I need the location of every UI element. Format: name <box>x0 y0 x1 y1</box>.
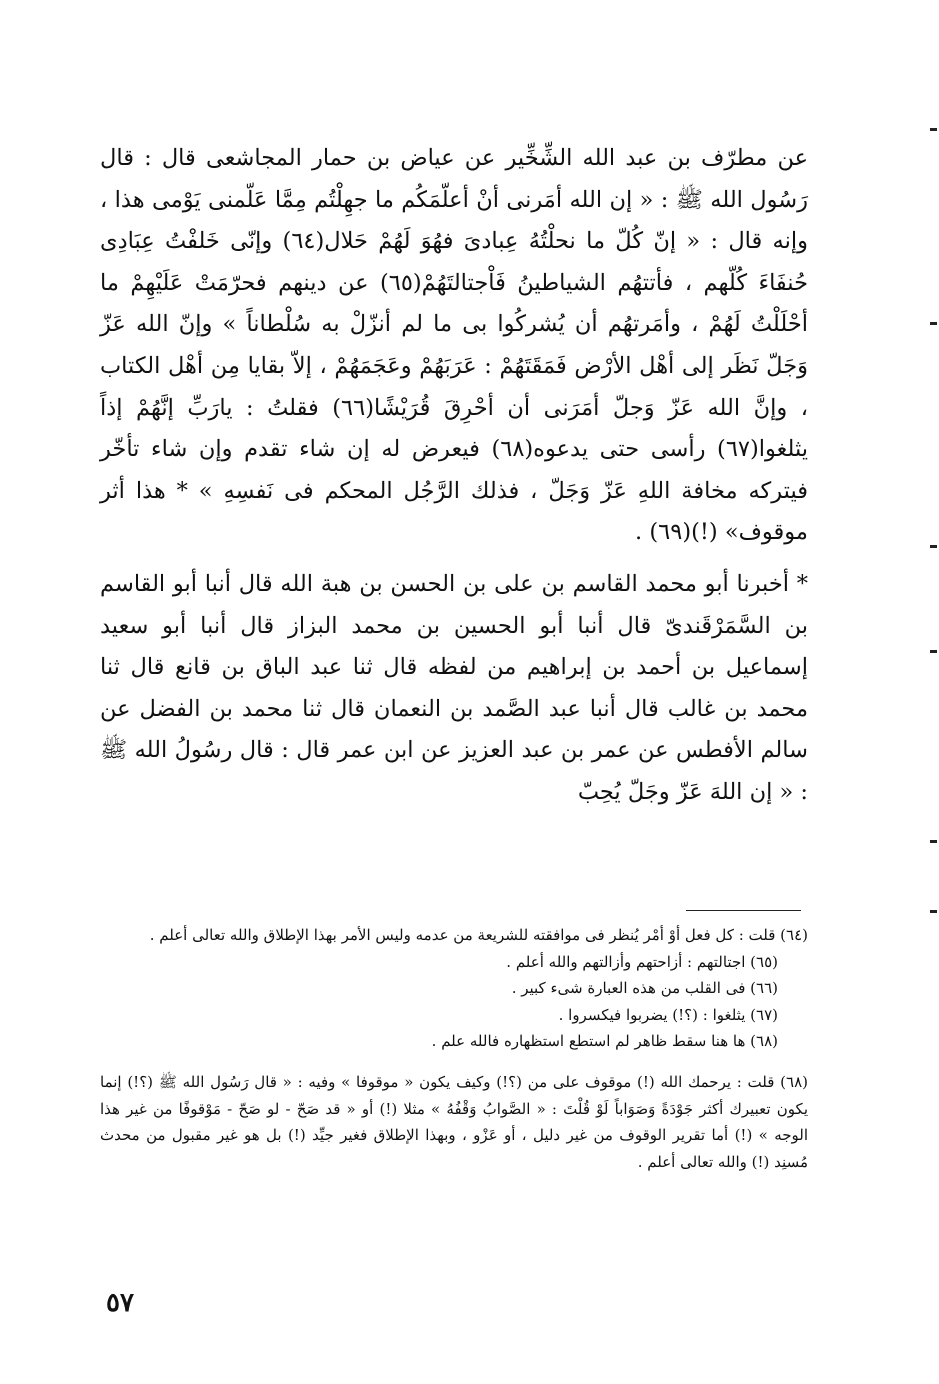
page-number: ٥٧ <box>106 1288 134 1318</box>
edge-mark <box>930 910 937 913</box>
edge-mark <box>930 650 937 653</box>
footnote-68: (٦٨) ها هنا سقط ظاهر لم استطع استظهاره فالله علم . <box>431 1032 778 1051</box>
main-paragraph-2: * أخبرنا أبو محمد القاسم بن على بن الحسن بن هبة الله قال أنبا أبو القاسم بن السَّمَرْقَندىّ قال أنبا أبو الحسين بن محمد البزاز قال أنبا أبو سعيد إسماعيل بن أحمد بن إبراهيم من لفظه قال ثنا عبد الباق بن قانع قال ثنا محمد بن غالب قال أنبا عبد الصَّمد بن النعمان قال ثنا محمد بن الفضل عن سالم الأفطس عن عمر بن عبد العزيز عن ابن عمر قال : قال رسُولُ الله ﷺ : « إن اللهَ عَزّ وجَلّ يُحِبّ <box>100 570 808 805</box>
footnote-66: (٦٦) فى القلب من هذه العبارة شىء كبير . <box>511 979 778 998</box>
footnote-separator-rule <box>686 910 801 911</box>
main-text-body <box>100 138 808 814</box>
edge-mark <box>930 128 937 131</box>
footnote-65: (٦٥) اجتالتهم : أزاحتهم وأزالتهم والله أعلم . <box>506 952 778 971</box>
edge-mark <box>930 322 937 325</box>
footnote-68-comment: (٦٨) قلت : يرحمك الله (!) موقوف على من (؟!) وكيف يكون « موقوفا » وفيه : « قال رَسُول الله ﷺ (؟!) إنما يكون تعبيرك أكثر جَوْدَةً وَصَوَاباً لَوْ قُلْتَ : « الصَّوابُ وَقْفُهُ » مثلا (!) أو « قد صَحّ - لو صَحّ - مَوْقوفًا من غير هذا الوجه » (!) أما تقرير الوقوف من غير دليل ، أو عَزْو ، وبهذا الإطلاق فغير جيِّد (!) بل هو غير مقبول من محدث مُسنِد (!) والله تعالى أعلم . <box>100 1072 808 1171</box>
footnotes-section <box>100 922 808 1175</box>
footnote-67: (٦٧) يثلغوا : (؟!) يضربوا فيكسروا . <box>558 1005 778 1024</box>
main-paragraph-1: عن مطرّف بن عبد الله الشِّخِّير عن عياض بن حمار المجاشعى قال : قال رَسُول الله ﷺ : « إن الله أمَرنى أنْ أعلّمَكُم ما جهِلْتُم مِمَّا عَلّمنى يَوْمى هذا ، وإنه قال : « إنّ كُلّ ما نحلْتُهُ عِبادىَ فهُوَ لَهُمْ حَلال(٦٤) وإنّى خَلفْتُ عِبَادِى حُنفَاءَ كُلّهم ، فأتتهُم الشياطينُ فَاْجتالتَهُمْ(٦٥) عن دينهم فحرّمَتْ عَلَيْهِمْ ما أحْلَلْتُ لَهُمْ ، وأمَرتهُم أن يُشركُوا بى ما لم أنزّلْ به سُلْطاناً » وإنّ الله عَزّ وَجَلّ نَظَر إلى أهْل الأرْض فَمَقَتَهُمْ : عَرَبَهُمْ وعَجَمَهُمْ ، إلاّ بقايا مِن أهْل الكتاب ، وإنَّ الله عَزّ وَجلّ أمَرَنى أن أحْرِقَ قُرَيْشًا(٦٦) فقلتُ : يارَبِّ إنَّهُمْ إذاً يثلغوا(٦٧) رأسى حتى يدعوه(٦٨) فيعرض له إن شاء تقدم وإن شاء تأخّر فيتركه مخافة اللهِ عَزّ وَجَلّ ، فذلك الرَّجُل المحكم فى نَفسِهِ » * هذا أثر موقوف» (!)(٦٩) . <box>100 145 809 546</box>
footnote-64: (٦٤) قلت : كل فعل أوْ أمْر يُنظر فى موافقته للشريعة من عدمه وليس الأمر بهذا الإطلاق والله تعالى أعلم . <box>149 926 808 944</box>
edge-mark <box>930 545 937 548</box>
edge-mark <box>930 840 937 843</box>
